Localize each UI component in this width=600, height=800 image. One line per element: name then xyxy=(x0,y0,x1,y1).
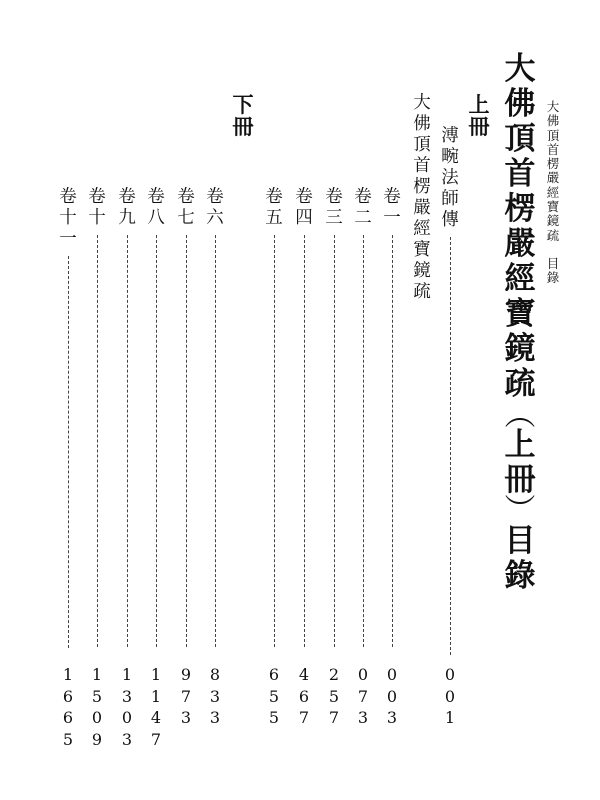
toc-page-number: 1 6 6 5 xyxy=(62,665,74,749)
toc-page-number-wrap xyxy=(322,664,346,729)
toc-page-number: 0 0 1 xyxy=(444,665,456,727)
toc-entry[interactable] xyxy=(56,187,80,648)
toc-entry-label: 卷 十 xyxy=(88,187,106,228)
toc-leader xyxy=(127,235,128,647)
toc-entry[interactable] xyxy=(174,187,198,647)
toc-page-number: 2 5 7 xyxy=(328,665,340,727)
toc-entry[interactable] xyxy=(292,187,316,647)
toc-page-number-wrap xyxy=(380,664,404,729)
running-header xyxy=(543,100,563,286)
toc-entry-label: 卷 十 一 xyxy=(59,187,77,249)
toc-page-number: 1 5 0 9 xyxy=(91,665,103,749)
toc-page-number-wrap xyxy=(144,664,168,750)
toc-entry-label: 卷 六 xyxy=(206,187,224,228)
toc-page-number: 9 7 3 xyxy=(180,665,192,727)
toc-entry-label: 卷 九 xyxy=(118,187,136,228)
toc-entry-label: 卷 七 xyxy=(177,187,195,228)
toc-entry[interactable] xyxy=(380,187,404,647)
toc-entry-label: 卷 一 xyxy=(383,187,401,228)
toc-page-number: 6 5 5 xyxy=(268,665,280,727)
running-header-section: 目 錄 xyxy=(546,255,560,286)
toc-entry[interactable] xyxy=(351,187,375,647)
toc-entry[interactable] xyxy=(115,187,139,647)
toc-page-number-wrap xyxy=(85,664,109,750)
toc-leader xyxy=(68,256,69,648)
page-title: 大 佛 頂 首 楞 嚴 經 寶 鏡 疏 ︵ 上 冊 ︶ 目 錄 xyxy=(504,51,536,594)
toc-leader xyxy=(215,235,216,647)
toc-entry[interactable] xyxy=(203,187,227,647)
toc-entry-label: 卷 四 xyxy=(295,187,313,228)
toc-entry-scripture-title xyxy=(410,93,434,303)
toc-entry-label: 卷 八 xyxy=(147,187,165,228)
toc-page-number-wrap xyxy=(262,664,286,729)
toc-leader xyxy=(156,235,157,647)
volume-heading-lower: 下 冊 xyxy=(232,93,254,139)
toc-page-number-wrap xyxy=(351,664,375,729)
volume-heading-upper: 上 冊 xyxy=(468,93,490,139)
toc-page-number-wrap xyxy=(292,664,316,729)
toc-entry-label: 大 佛 頂 首 楞 嚴 經 寶 鏡 疏 xyxy=(413,93,431,302)
toc-leader xyxy=(450,237,451,655)
toc-entry[interactable] xyxy=(438,126,462,727)
toc-leader xyxy=(304,235,305,647)
toc-entry[interactable] xyxy=(144,187,168,647)
toc-entry[interactable] xyxy=(262,187,286,647)
toc-entry-label: 卷 二 xyxy=(354,187,372,228)
toc-entry[interactable] xyxy=(85,187,109,647)
toc-leader xyxy=(97,235,98,647)
toc-leader xyxy=(363,235,364,647)
toc-page-number: 0 7 3 xyxy=(357,665,369,727)
toc-leader xyxy=(186,235,187,647)
toc-leader xyxy=(274,235,275,647)
toc-entry[interactable] xyxy=(322,187,346,647)
toc-page-number: 8 3 3 xyxy=(209,665,221,727)
toc-page-number-wrap xyxy=(203,664,227,729)
toc-page-number-wrap xyxy=(174,664,198,729)
toc-page-number: 4 6 7 xyxy=(298,665,310,727)
running-header-title: 大 佛 頂 首 楞 嚴 經 寶 鏡 疏 xyxy=(546,99,560,243)
toc-page-number: 0 0 3 xyxy=(386,665,398,727)
toc-entry-label: 溥 畹 法 師 傳 xyxy=(441,126,459,230)
toc-page-number: 1 3 0 3 xyxy=(121,665,133,749)
toc-leader xyxy=(392,235,393,647)
toc-entry-label: 卷 三 xyxy=(325,187,343,228)
toc-page-number-wrap xyxy=(115,664,139,750)
toc-page-number: 1 1 4 7 xyxy=(150,665,162,749)
toc-leader xyxy=(334,235,335,647)
toc-page-number-wrap xyxy=(56,664,80,750)
toc-entry-label: 卷 五 xyxy=(265,187,283,228)
